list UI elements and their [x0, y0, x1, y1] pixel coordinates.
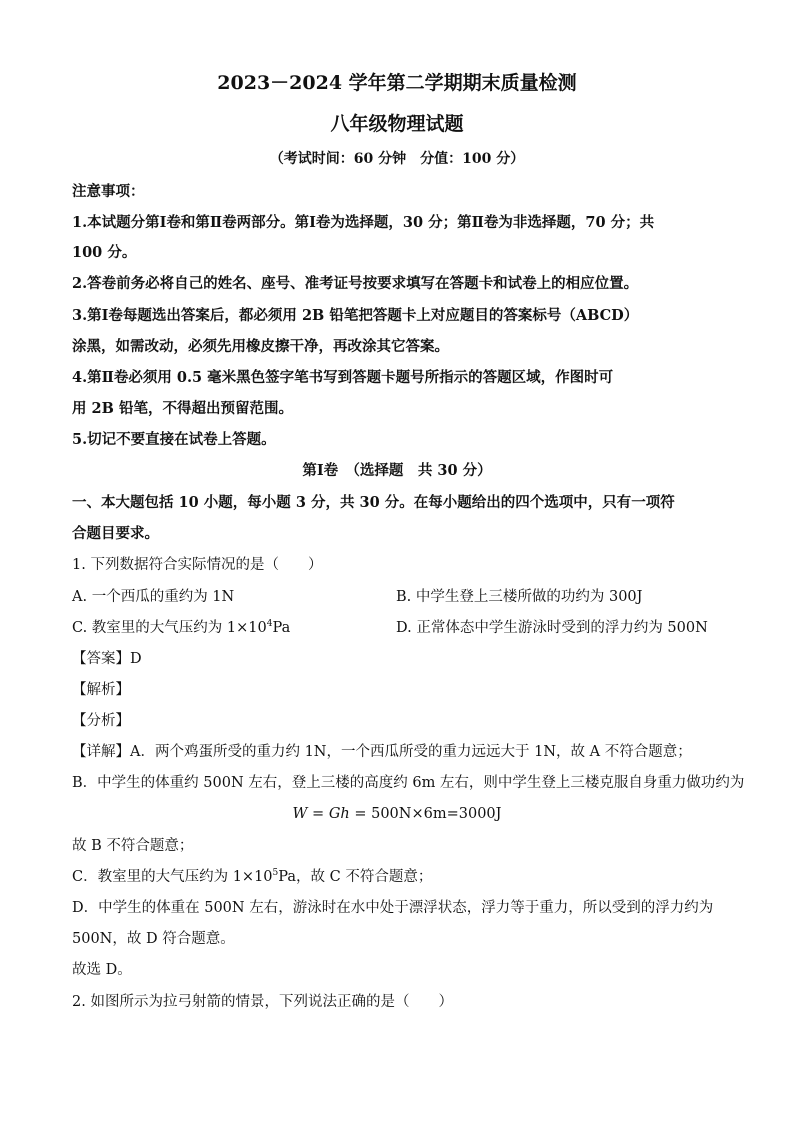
answer-value: D: [130, 651, 142, 667]
exam-title: 2023－2024 学年第二学期期末质量检测: [217, 72, 577, 94]
option-d-explanation-2: 500N，故 D 符合题意。: [72, 931, 235, 947]
option-c-explanation: [72, 867, 432, 887]
q1-option-c: [72, 618, 290, 638]
q1-stem: 1. 下列数据符合实际情况的是（ ）: [72, 557, 323, 573]
q1-option-d: D. 正常体态中学生游泳时受到的浮力约为 500N: [396, 620, 708, 636]
notice-line-1: 1.本试题分第Ⅰ卷和第Ⅱ卷两部分。第Ⅰ卷为选择题，30 分；第Ⅱ卷为非选择题，70 分；共: [72, 214, 655, 231]
answer-label: 【答案】: [72, 651, 130, 667]
option-b-conclusion: 故 B 不符合题意；: [72, 838, 194, 854]
formula-gh: Gh: [328, 806, 350, 822]
notice-heading: 注意事项：: [72, 183, 145, 200]
q1-option-c-text: C. 教室里的大气压约为 1×10: [72, 620, 267, 636]
q2-stem: 2. 如图所示为拉弓射箭的情景，下列说法正确的是（ ）: [72, 994, 453, 1010]
q1-option-c-unit: Pa: [272, 620, 291, 636]
fenxi-label: 【分析】: [72, 713, 130, 729]
analysis-label: 【解析】: [72, 682, 130, 698]
notice-line-5: 涂黑，如需改动，必须先用橡皮擦干净，再改涂其它答案。: [72, 338, 449, 355]
detail-line: 【详解】A．两个鸡蛋所受的重力约 1N，一个西瓜所受的重力远远大于 1N，故 A 不符合题意；: [72, 744, 692, 760]
formula-w: W: [292, 806, 308, 822]
formula-result: = 500N×6m=3000J: [349, 806, 502, 822]
section-intro-2: 合题目要求。: [72, 525, 159, 542]
q1-option-c-exponent: 4: [266, 619, 273, 629]
option-c-explanation-rest: Pa，故 C 不符合题意；: [278, 869, 433, 885]
notice-line-2: 100 分。: [72, 244, 137, 261]
q1-option-b: B. 中学生登上三楼所做的功约为 300J: [396, 589, 643, 605]
option-c-explanation-exponent: 5: [272, 868, 279, 878]
notice-line-3: 2.答卷前务必将自己的姓名、座号、准考证号按要求填写在答题卡和试卷上的相应位置。: [72, 275, 639, 292]
exam-info: （考试时间：60 分钟 分值：100 分）: [269, 151, 525, 167]
option-c-explanation-text: C．教室里的大气压约为 1×10: [72, 869, 273, 885]
q1-answer: [72, 649, 142, 669]
section-intro-1: 一、本大题包括 10 小题，每小题 3 分，共 30 分。在每小题给出的四个选项中，只有一项符: [72, 494, 675, 511]
q1-final-answer: 故选 D。: [72, 962, 132, 978]
notice-line-7: 用 2B 铅笔，不得超出预留范围。: [72, 400, 293, 417]
notice-line-4: 3.第Ⅰ卷每题选出答案后，都必须用 2B 铅笔把答题卡上对应题目的答案标号（ABCD）: [72, 307, 639, 324]
work-formula: [0, 804, 794, 824]
option-b-explanation: B．中学生的体重约 500N 左右，登上三楼的高度约 6m 左右，则中学生登上三楼克服自身重力做功约为: [72, 775, 745, 791]
section-title: 第Ⅰ卷 （选择题 共 30 分）: [302, 462, 492, 479]
option-d-explanation-1: D．中学生的体重在 500N 左右，游泳时在水中处于漂浮状态，浮力等于重力，所以受到的浮力约为: [72, 900, 714, 916]
notice-line-6: 4.第Ⅱ卷必须用 0.5 毫米黑色签字笔书写到答题卡题号所指示的答题区域，作图时可: [72, 369, 614, 386]
exam-subtitle: 八年级物理试题: [330, 113, 464, 135]
q1-option-a: A. 一个西瓜的重约为 1N: [72, 589, 235, 605]
notice-line-8: 5.切记不要直接在试卷上答题。: [72, 431, 276, 448]
formula-equals: =: [307, 806, 329, 822]
